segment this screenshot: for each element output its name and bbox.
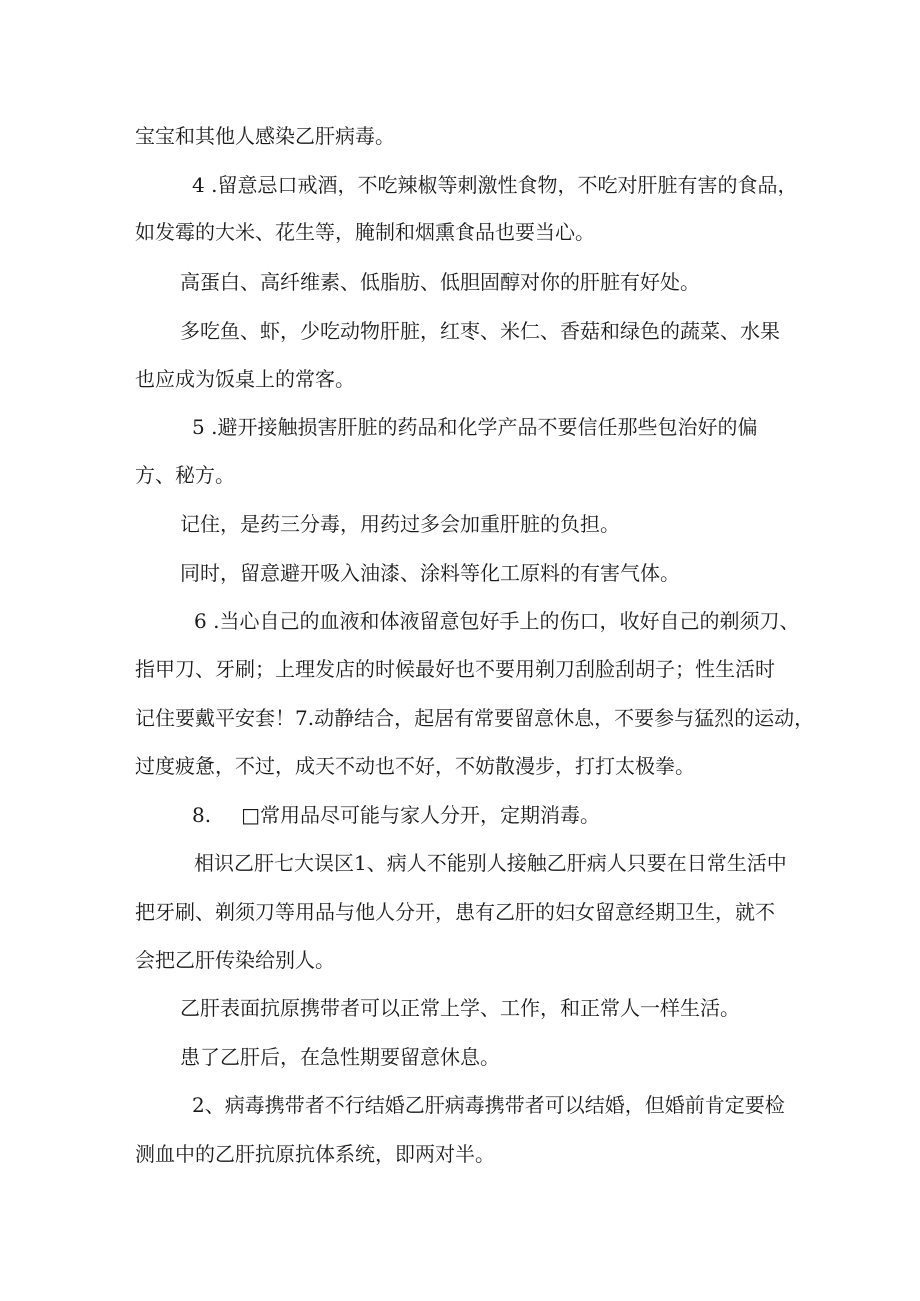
paragraph-line: 患了乙肝后，在急性期要留意休息。 — [180, 1045, 500, 1069]
paragraph-line: 方、秘方。 — [135, 463, 235, 487]
paragraph-line: 多吃鱼、虾，少吃动物肝脏，红枣、米仁、香菇和绿色的蔬菜、水果 — [180, 319, 780, 343]
paragraph-text: □常用品尽可能与家人分开，定期消毒。 — [241, 803, 600, 827]
paragraph-line: 记住，是药三分毒，用药过多会加重肝脏的负担。 — [180, 512, 620, 536]
paragraph-line: 4 .留意忌口戒酒，不吃辣椒等刺激性食物，不吃对肝脏有害的食品， — [192, 173, 798, 197]
paragraph-line: 相识乙肝七大误区1、病人不能别人接触乙肝病人只要在日常生活中 — [194, 851, 787, 875]
paragraph-line: 记住要戴平安套！7.动静结合，起居有常要留意休息，不要参与猛烈的运动， — [135, 706, 815, 730]
paragraph-line: 也应成为饭桌上的常客。 — [135, 367, 355, 391]
paragraph-line: 6 .当心自己的血液和体液留意包好手上的伤口，收好自己的剃须刀、 — [194, 609, 800, 633]
paragraph-line: 同时，留意避开吸入油漆、涂料等化工原料的有害气体。 — [180, 561, 680, 585]
paragraph-line: 过度疲惫，不过，成天不动也不好，不妨散漫步，打打太极拳。 — [135, 754, 695, 778]
paragraph-line: 5 .避开接触损害肝脏的药品和化学产品不要信任那些包治好的偏 — [192, 415, 758, 439]
list-number: 8. — [192, 803, 212, 827]
paragraph-line: 高蛋白、高纤维素、低脂肪、低胆固醇对你的肝脏有好处。 — [180, 270, 700, 294]
paragraph-line: 把牙刷、剃须刀等用品与他人分开，患有乙肝的妇女留意经期卫生，就不 — [135, 900, 775, 924]
paragraph-line: 如发霉的大米、花生等，腌制和烟熏食品也要当心。 — [135, 220, 595, 244]
paragraph-line: 乙肝表面抗原携带者可以正常上学、工作，和正常人一样生活。 — [180, 996, 740, 1020]
paragraph-line: 宝宝和其他人感染乙肝病毒。 — [135, 124, 395, 148]
paragraph-line: 指甲刀、牙刷；上理发店的时候最好也不要用剃刀刮脸刮胡子；性生活时 — [135, 657, 775, 681]
paragraph-line: 测血中的乙肝抗原抗体系统，即两对半。 — [135, 1142, 495, 1166]
paragraph-line: 2、病毒携带者不行结婚乙肝病毒携带者可以结婚，但婚前肯定要检 — [192, 1093, 785, 1117]
list-item-number — [192, 801, 600, 829]
paragraph-line: 会把乙肝传染给别人。 — [135, 948, 335, 972]
